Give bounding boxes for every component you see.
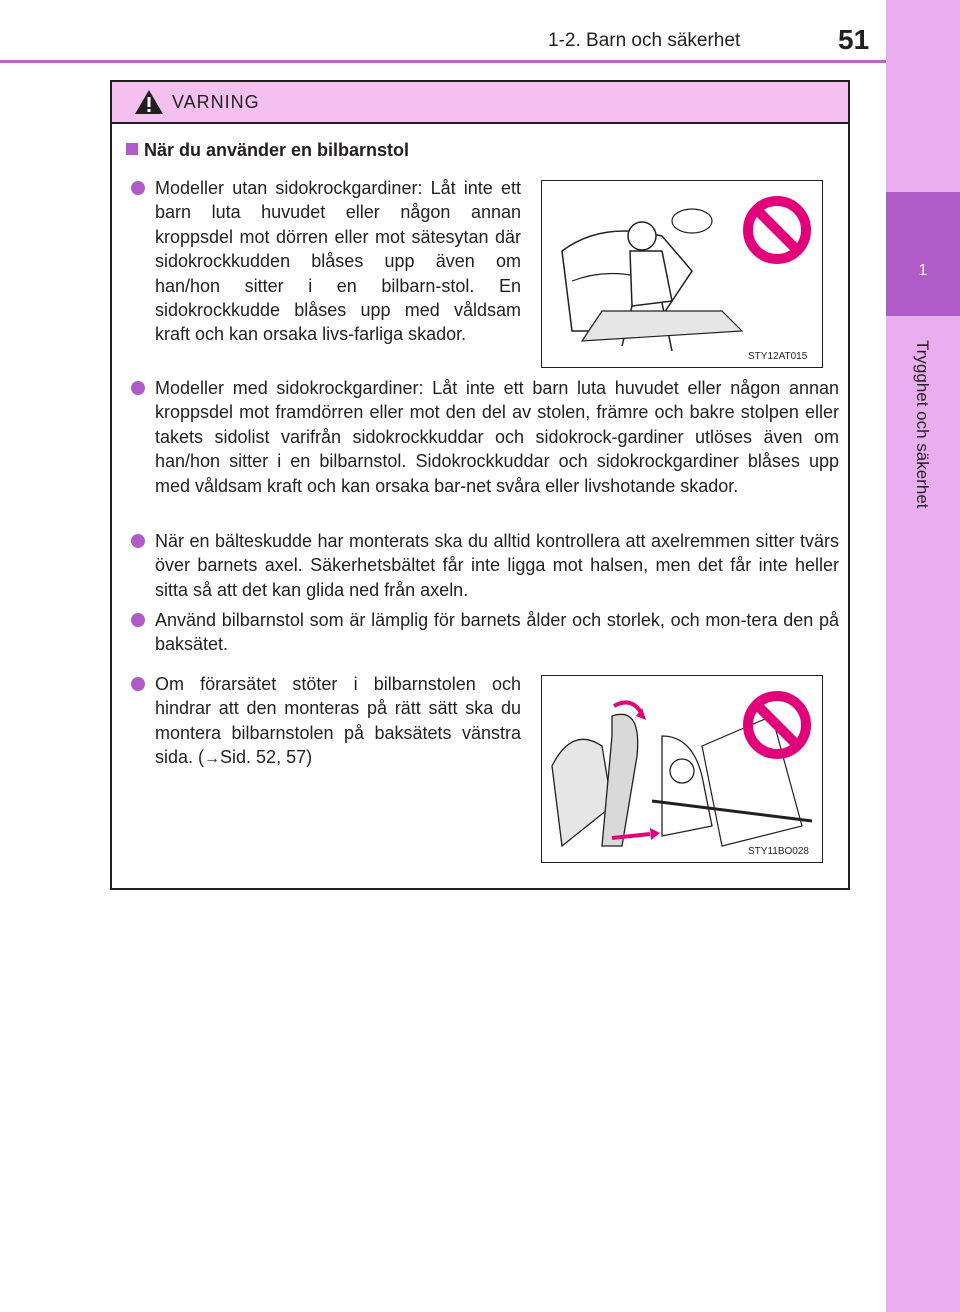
figure-code: STY12AT015 [748, 351, 808, 362]
bullet-text: Om förarsätet stöter i bilbarnstolen och hindrar att den monteras på rätt sätt ska du montera bilbarnstolen på baksätets vänstra sida. ( [155, 674, 521, 768]
section-heading [126, 140, 409, 161]
round-bullet-icon [131, 181, 145, 195]
bullet-text: Modeller utan sidokrockgardiner: Låt inte ett barn luta huvudet eller någon annan kroppsdel mot dörren eller mot sätesytan där sidokrockkudden blåses upp även om han/hon sitter i en bilbarn-stol. En sidokrockkudde blåses upp med våldsam kraft och kan orsaka livs-farliga skador. [155, 178, 521, 345]
prohibited-icon [742, 195, 812, 265]
bullet-text: Använd bilbarnstol som är lämplig för barnets ålder och storlek, och mon-tera den på baksätet. [155, 610, 839, 655]
round-bullet-icon [131, 613, 145, 627]
prohibited-icon [742, 690, 812, 760]
header-section-title: 1-2. Barn och säkerhet [548, 30, 741, 51]
round-bullet-icon [131, 534, 145, 548]
bullet-item [155, 529, 839, 602]
warning-title: VARNING [172, 92, 260, 112]
round-bullet-icon [131, 381, 145, 395]
side-chapter-marker [886, 192, 960, 316]
square-bullet-icon [126, 143, 138, 155]
bullet-item [155, 672, 521, 772]
bullet-item [155, 376, 839, 498]
bullet-text: Modeller med sidokrockgardiner: Låt inte ett barn luta huvudet eller någon annan kroppsdel mot framdörren eller mot den del av stolen, främre och bakre stolpen eller takets sidolist varifrån sidokrockkuddar och sidokrock-gardiner utlöses även om han/hon sitter i en bilbarnstol. Sidokrockkuddar och sidokrockgardiner blåses upp med våldsam kraft och kan orsaka bar-net svåra eller livshotande skador. [155, 378, 839, 496]
section-heading-text: När du använder en bilbarnstol [144, 140, 410, 160]
figure-child-seat-door [541, 180, 823, 368]
warning-triangle-icon [134, 89, 164, 115]
warning-header [112, 82, 848, 124]
round-bullet-icon [131, 677, 145, 691]
bullet-item [155, 608, 839, 657]
page-number: 51 [838, 24, 870, 55]
arrow-right-icon: → [204, 750, 221, 768]
chapter-number: 1 [918, 262, 928, 279]
figure-code: STY11BO028 [748, 846, 809, 857]
header-rule [0, 60, 886, 63]
bullet-text: När en bälteskudde har monterats ska du alltid kontrollera att axelremmen sitter tvärs över barnets axel. Säkerhetsbältet får inte ligga mot halsen, men det får inte heller sitta så att det kan glida ned från axeln. [155, 531, 839, 600]
figure-seat-collision [541, 675, 823, 863]
bullet-item [155, 176, 521, 347]
chapter-title: Trygghet och säkerhet [913, 340, 932, 509]
page-reference-link[interactable]: Sid. 52, 57) [220, 747, 313, 768]
